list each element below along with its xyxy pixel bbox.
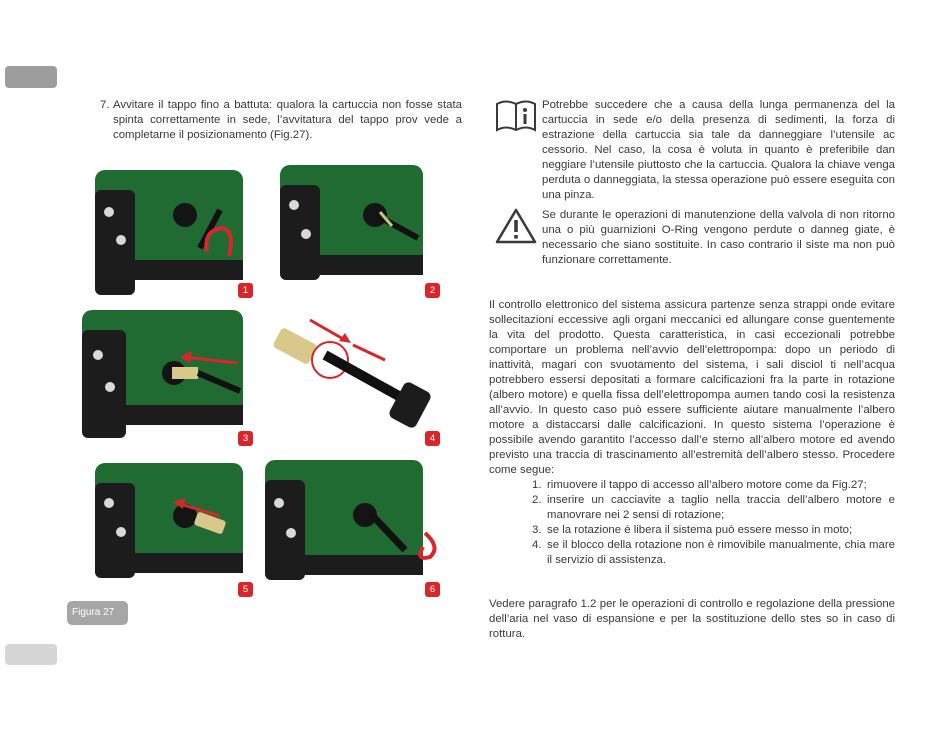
pump-image-3: [82, 305, 243, 445]
warning-note-text: Se durante le operazioni di manutenzione della valvola di non ritorno una o più guarnizioni O-Ring vengono perdute o danneg giate, è necessario che siano sostituite. In caso contrario il siste ma non può funzionare correttamente.: [542, 209, 895, 266]
figure-panel-5: [95, 458, 243, 583]
figure-label: Figura 27: [67, 601, 128, 625]
panel-2-badge: 2: [425, 283, 440, 298]
pump-image-5: [95, 458, 243, 583]
figure-panel-6: [265, 455, 443, 585]
warning-triangle-icon: [495, 208, 542, 268]
figure-panel-1: [95, 160, 243, 300]
info-note: [495, 98, 895, 203]
pump-image-1: [95, 160, 243, 300]
cartridge-image-4: [255, 315, 440, 430]
figure-panel-2: [280, 160, 423, 285]
side-tab-top: [5, 66, 57, 88]
side-tab-bottom: [5, 644, 57, 665]
panel-3-badge: 3: [238, 431, 253, 446]
panel-6-badge: 6: [425, 582, 440, 597]
info-book-icon: [495, 98, 542, 203]
step-7: [100, 98, 462, 143]
pump-image-2: [280, 160, 423, 285]
pump-image-6: [265, 455, 443, 585]
step-7-number: 7.: [100, 99, 110, 111]
info-note-text: Potrebbe succedere che a causa della lunga permanenza del la cartuccia in sede e/o della presenza di sedimenti, la forza di estrazione della cartuccia sia tale da danneggiare l’utensile ac cessorio. Nel caso, la cosa è voluta in quanto è preferibile dan neggiare l’utensile piuttosto che la cartuccia. Qualora la chiave venga perduta o danneggiata, la stessa operazione può essere eseguita con una pinza.: [542, 99, 895, 201]
panel-4-badge: 4: [425, 431, 440, 446]
list-item: 4. se il blocco della rotazione non è rimovibile manualmente, chia mare il servizio di assistenza.: [532, 539, 895, 566]
paragraph-expansion-vessel: Vedere paragrafo 1.2 per le operazioni di controllo e regolazione della pressione dell’aria nel vaso di espansione e per la sostituzione dello stes so in caso di rottura.: [489, 598, 895, 640]
panel-5-badge: 5: [238, 582, 253, 597]
list-item: 3. se la rotazione è libera il sistema può essere messo in moto;: [532, 524, 853, 536]
warning-note: [495, 208, 895, 268]
panel-1-badge: 1: [238, 283, 253, 298]
paragraph-electronic-control: Il controllo elettronico del sistema assicura partenze senza strappi onde evitare sollecitazioni eccessive agli organi meccanici ed allungare conse guentemente la vita del prodotto. Questa caratteristica, in casi eccezionali potrebbe comportare un problema nell’avvio dell’elettropompa: dopo un periodo di inattività, magari con svuotamento del sistema, i sali disciol ti nell’acqua potrebbero essersi depositati a formare calcificazioni fra la parte in rotazione (albero motore) e quella fissa dell’elettropompa aumen tando così la resistenza all’avvio. In questo caso può essere sufficiente aiutare manualmente l’albero motore a distaccarsi dalle calcificazioni. In questo sistema l’operazione è possibile avendo garantito l’accesso dall’e sterno all’albero motore ed avendo previsto una traccia di trascinamento all’estremità dell’albero stesso. Procedere come segue:: [489, 299, 895, 476]
figure-panel-3: [82, 305, 243, 445]
list-item: 2. inserire un cacciavite a taglio nella traccia dell’albero motore e manovrare nei 2 sensi di rotazione;: [532, 494, 895, 521]
figure-panel-4: [255, 315, 440, 430]
list-item: 1. rimuovere il tappo di accesso all’albero motore come da Fig.27;: [532, 479, 867, 491]
procedure-list: [532, 478, 895, 568]
step-7-text: Avvitare il tappo fino a battuta: qualora la cartuccia non fosse stata spinta correttamente in sede, l’avvitatura del tappo prov vede a completarne il posizionamento (Fig.27).: [113, 99, 462, 141]
